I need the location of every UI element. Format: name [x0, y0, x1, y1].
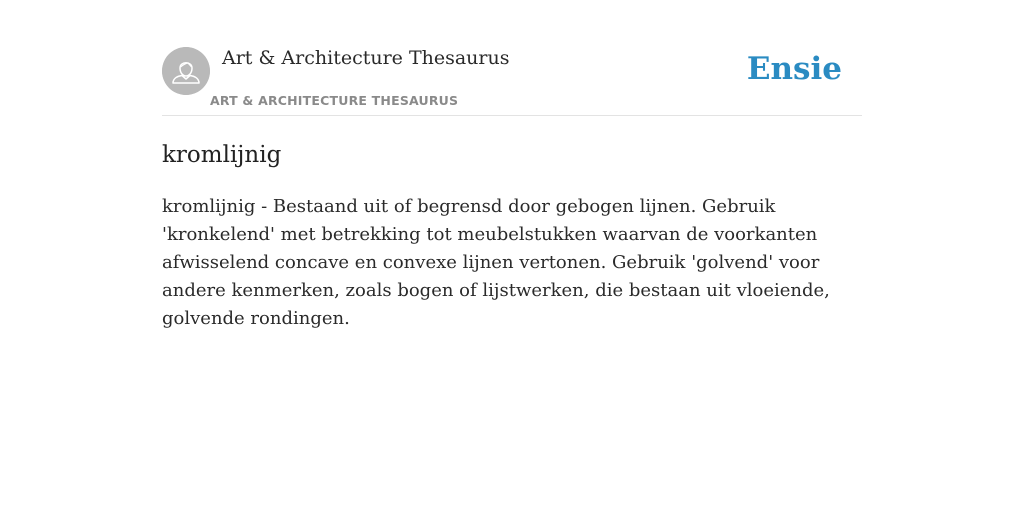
- ensie-logo[interactable]: Ensie: [746, 51, 842, 87]
- entry-term: kromlijnig: [162, 142, 282, 168]
- source-subtitle[interactable]: ART & ARCHITECTURE THESAURUS: [210, 93, 459, 108]
- user-avatar-icon[interactable]: [162, 47, 210, 95]
- source-title[interactable]: Art & Architecture Thesaurus: [222, 47, 510, 69]
- page-container: [162, 0, 862, 333]
- entry-definition: kromlijnig - Bestaand uit of begrensd door gebogen lijnen. Gebruik 'kronkelend' met betrekking tot meubelstukken waarvan de voorkanten afwisselend concave en convexe lijnen vertonen. Gebruik 'golvend' voor andere kenmerken, zoals bogen of lijstwerken, die bestaan uit vloeiende, golvende rondingen.: [162, 196, 830, 329]
- header: [162, 0, 862, 116]
